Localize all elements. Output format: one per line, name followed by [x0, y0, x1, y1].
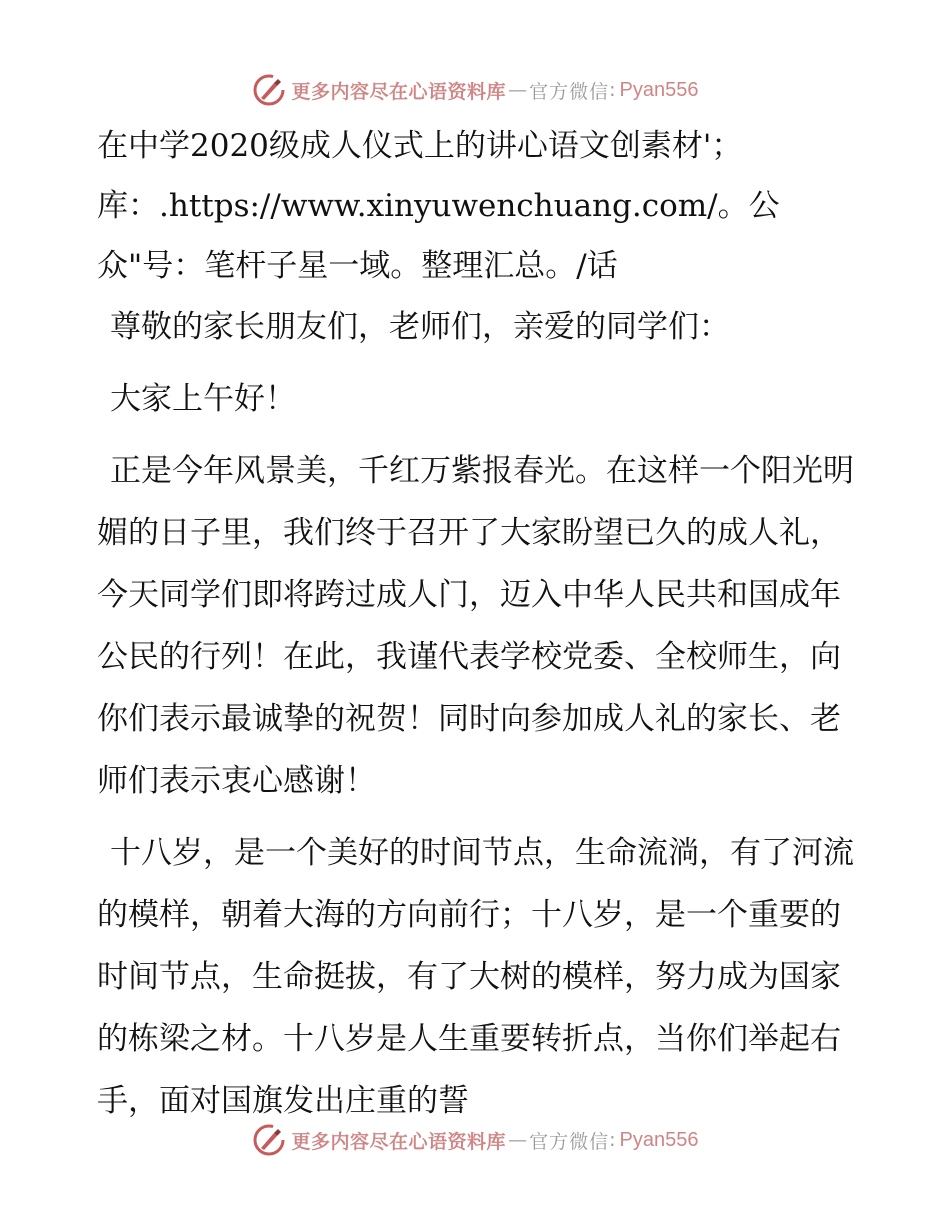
body-paragraph: 十八岁，是一个美好的时间节点，生命流淌，有了河流的模样，朝着大海的方向前行；十八岁，是一个重要的时间节点，生命挺拔，有了大树的模样，努力成为国家的栋梁之材。十八岁是人生重要转折点，当你们举起右手，面对国旗发出庄重的誓	[97, 835, 854, 1119]
banner-colon: :	[609, 79, 616, 101]
banner-wechat-id: Pyan556	[619, 78, 699, 101]
greeting: 大家上午好！	[110, 381, 296, 417]
banner-wechat-id: Pyan556	[619, 1128, 699, 1151]
header-line-2: 库：.https://www.xinyuwenchuang.com/。公	[97, 188, 780, 224]
banner-dash: —	[508, 79, 528, 101]
pen-logo-icon	[252, 1123, 286, 1157]
document-header	[97, 116, 857, 296]
banner-official-text: 官方微信	[529, 1130, 610, 1153]
banner-colon: :	[609, 1129, 616, 1151]
banner-dash: —	[508, 1129, 528, 1151]
header-line-3: 众"号：笔杆子星一域。整理汇总。/话	[97, 248, 618, 284]
banner-main-text: 更多内容尽在心语资料库	[291, 1130, 507, 1153]
banner-main-text: 更多内容尽在心语资料库	[291, 80, 507, 103]
header-line-1: 在中学2020级成人仪式上的讲心语文创素材'；	[97, 128, 743, 164]
document-body	[97, 116, 857, 1142]
bottom-watermark-banner	[0, 1120, 950, 1160]
body-paragraph: 正是今年风景美，千红万紫报春光。在这样一个阳光明媚的日子里，我们终于召开了大家盼望已久的成人礼，今天同学们即将跨过成人门，迈入中华人民共和国成年公民的行列！在此，我谨代表学校党委、全校师生，向你们表示最诚挚的祝贺！同时向参加成人礼的家长、老师们表示衷心感谢！	[97, 453, 854, 799]
pen-logo-icon	[252, 73, 286, 107]
banner-official-text: 官方微信	[529, 80, 610, 103]
top-watermark-banner	[0, 70, 950, 110]
salutation: 尊敬的家长朋友们，老师们，亲爱的同学们：	[110, 309, 730, 345]
